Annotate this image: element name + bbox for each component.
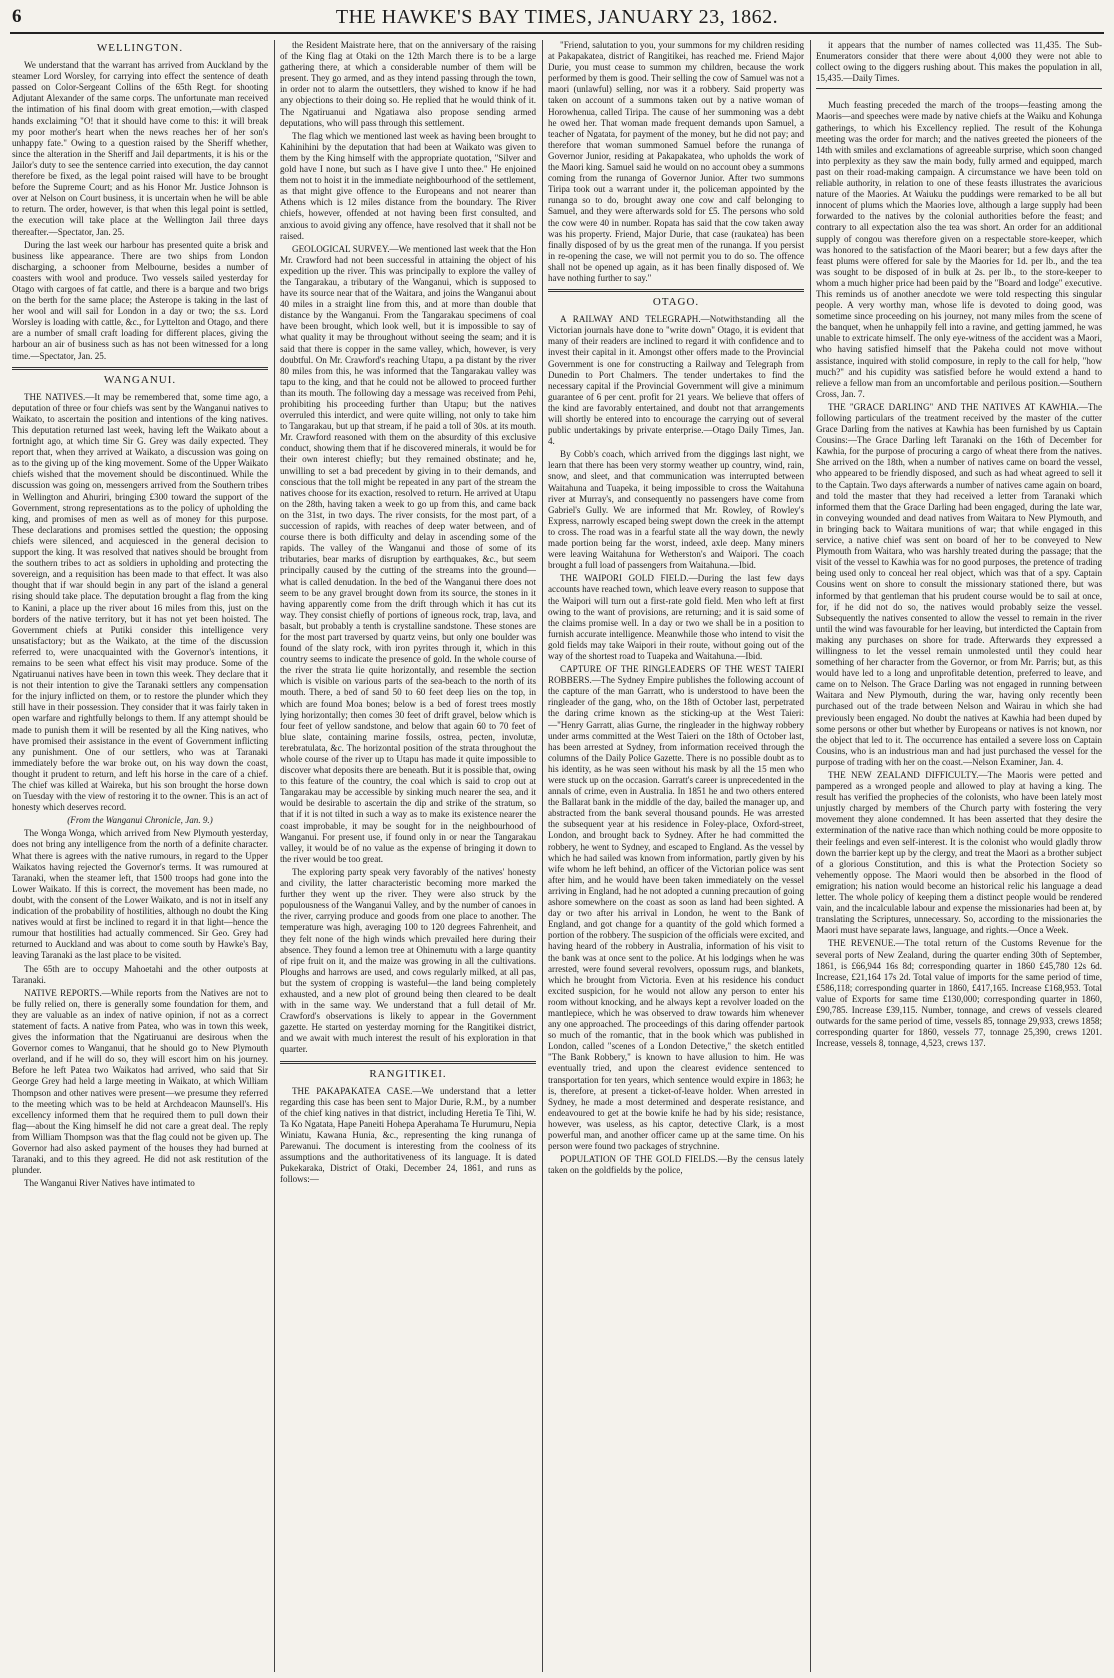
column-4 [816,40,1102,1672]
article-paragraph: CAPTURE OF THE RINGLEADERS OF THE WEST TAIERI ROBBERS.—The Sydney Empire publishes the following account of the capture of the man Garratt, who is understood to have been the ringleader of the gang, who, on the 18th of October last, perpetrated the daring crime known as the sticking-up at the West Taieri:—"Henry Garratt, alias Gurne, the ringleader in the highway robbery under arms committed at the West Taieri on the 18th of October last, has been arrested at Sydney, from information received through the columns of the Daily Police Gazette. There is no possible doubt as to his identity, as he was seen without his mask by all the 15 men who were stuck up on the occasion. Garratt's career is unprecedented in the annals of crime, even in Australia. In 1851 he and two others entered the Ballarat bank in the middle of the day, bailed the manager up, and abstracted from the bank several thousand pounds. He was arrested the subsequent year at his residence in Foley-place, Oxford-street, London, and brought back to Sydney. After he had committed the robbery, he went to Sydney, and escaped to England. As the vessel by which he had sailed was known from information, partly given by his wife whom he left behind, an officer of the Victorian police was sent after him, and he would have been taken immediately on the vessel arriving in England, had he not adopted a cunning precaution of going ashore somewhere on the coast as soon as land had been sighted. A day or two after his arrival in London, he went to the Bank of England, and got change for a quantity of the gold which formed a portion of the robbery. The suspicion of the officials were excited, and having heard of the robbery in Australia, information of his visit to the bank was at once sent to the police. At his lodgings when he was arrested, were found several revolvers, opossum rugs, and blankets, which he brought from Victoria. Even at his residence his conduct excited suspicion, for he would not allow any person to enter his room without knocking, and he always kept a revolver loaded on the mantlepiece, which he was observed to draw towards him whenever any one approached. The proceedings of this daring offender partook so much of the romantic, that in the book which was published in London, called "scenes of a London Detective," the sketch entitled "The Bank Robbery," is known to have allusion to him. He was eventually tried, and upon the clearest evidence sentenced to transportation for ten years, which sentence would expire in 1863; he is, therefore, at present a ticket-of-leave holder. When arrested in Sydney, he made a most determined and desperate resistance, and endeavoured to get at the bowie knife he had by his side; resistance, however, was useless, as his captor, detective Clark, is a most powerful man, and another officer came up at the same time. On his person were found two packages of strychnine. [548,664,804,1152]
article-section [12,40,268,362]
article-paragraph: NATIVE REPORTS.—While reports from the Natives are not to be fully relied on, there is generally some foundation for them, and they are valuable as an index of native opinion, if not as a correct statement of facts. A native from Patea, who was in town this week, gives the information that the Ngatiruanui are desirous when the Governor comes to Wanganui, that he should go to New Plymouth overland, and if he will do so, they will escort him on his journey. Before he left Patea two Waikatos had arrived, who said that Sir George Grey had held a large meeting in Waikato, at which William Thompson and other natives were present—we presume they referred to the meeting which was to be held at Archdeacon Maunsell's. His excellency informed them that he required them to pull down their flag—about the King himself he did not care a great deal. The reply from William Thompson was that the flag could not be given up. The Governor had also asked payment of the houses they had burned at Taranaki, and to this they agreed. He did not ask restitution of the plunder. [12,987,268,1176]
article-section [12,367,268,1190]
article-paragraph: By Cobb's coach, which arrived from the diggings last night, we learn that there has been very stormy weather up country, wind, rain, snow, and sleet, and that communication was interrupted between Waitahuna and Tuapeka, it being impossible to cross the Waitahuna river at Murray's, and consequently no passengers have come from Gabriel's Gully. We are informed that Mr. Rowley, of Rowley's Express, narrowly escaped being swept down the creek in the attempt to cross. The road was in a fearful state all the way down, the newly made portion being far the worst, indeed, axle deep. Many miners were leaving Waitahuna for Wetherston's and Waipori. The coach brought a full load of passengers from Waitahuna.—Ibid. [548,449,804,571]
article-paragraph: During the last week our harbour has presented quite a brisk and business like appearance. There are two ships from London discharging, a schooner from Melbourne, besides a number of coasters with wool and produce. Two vessels sailed yesterday for Otago with cargoes of fat cattle, and there is a barque and two brigs on the berth for the same place; the Asterope is taking in the last of her wool and will sail for London in a day or two; the s.s. Lord Worsley is loading with cattle, &c., for Lyttelton and Otago, and there are a number of small craft loading for different places, giving the harbour an air of business such as has not been witnessed for a long time.—Spectator, Jan. 25. [12,239,268,361]
article-paragraph: The exploring party speak very favorably of the natives' honesty and civility, the latter characteristic becoming more marked the further they went up the river. They were also struck by the populousness of the Wanganui Valley, and by the number of canoes in the river, carrying produce and goods from one place to another. The temperature was high, averaging 100 to 120 degrees Fahrenheit, and they felt none of the high winds which prevailed here during their absence. They found a lemon tree at Ohinemutu with a large quantity of ripe fruit on it, and the maize was growing in all the cultivations. Ploughs and harrows are used, and cows regularly milked, at all pas, but the system of cropping is wasteful—the land being completely exhausted, and a new plot of ground being then cleared to be dealt with in the same way. We understand that a full detail of Mr. Crawford's observations is likely to appear in the Government gazette. He started on yesterday morning for the Rangitikei district, and we await with much interest the result of his exploration in that quarter. [280,866,536,1055]
article-paragraph: The Wanganui River Natives have intimated to [24,1178,195,1189]
article-section [548,40,804,284]
article-section [280,40,536,1056]
masthead-title: THE HAWKE'S BAY TIMES, JANUARY 23, 1862. [335,6,779,28]
article-paragraph: THE NEW ZEALAND DIFFICULTY.—The Maoris were petted and pampered as a wronged people and allowed to play at having a king. The result has verified the prophecies of the colonists, who have been lately most unjustly charged by members of the Church party with fostering the very movement they alone condemned. It has been asserted that they desire the extermination of the native race than which nothing could be more opposite to their feelings and even self-interest. It is the colonist who would gladly throw down the barrier kept up by the clergy, and treat the Maori as a brother subject of a glorious Constitution, and this is what the Protection Society so vehemently oppose. The Maori would then be absorbed in the flood of emigration; his nation would become an historical relic his language a dead letter. The whole policy of keeping them a distinct people would be rendered vain, and the incalculable labour and expense the missionaries had been at, by translating the Scriptures, unnecessary. So, according to the missionaries the Maori must have separate laws, language, and rights.—Once a Week. [816,770,1102,936]
article-paragraph: the Resident Maistrate here, that on the anniversary of the raising of the King flag at Otaki on the 12th March there is to be a large gathering there, at which a considerable number of them will be present. They go armed, and as they intend passing through the town, in order not to alarm the outsettlers, they wished to know if he had any objections to their doing so. He replied that he would think of it. The Ngatiruanui and Ngatiawa also propose sending armed deputations, who will pass through this settlement. [280,40,536,128]
section-heading: OTAGO. [548,289,804,311]
column-1 [12,40,268,1672]
section-heading: WELLINGTON. [96,42,184,54]
article-paragraph: it appears that the number of names collected was 11,435. The Sub-Enumerators consider that there were about 4,000 they were not able to collect owing to the diggers rushing about. This makes the population in all, 15,435.—Daily Times. [816,40,1102,84]
article-paragraph: THE REVENUE.—The total return of the Customs Revenue for the several ports of New Zealand, during the quarter ending 30th of September, 1861, is £66,944 16s 8d; corresponding quarter in 1860 £45,780 12s 6d. Increase, £21,164 17s 2d. Total value of imports for the same period of time, £586,118; corresponding quarter in 1860, £417,165. Increase £168,953. Total value of Exports for same time £130,000; corresponding quarter in 1860, £90,785. Increase £39,115. Number, tonnage, and crews of vessels cleared outwards for the same period of time, vessels 85, tonnage 29,933, crews 1858; corresponding quarter for 1860, vessels 77, tonnage 25,390, crews 1201. Increase, vessels 8, tonnage, 4,523, crews 137. [816,938,1102,1049]
article-paragraph: "Friend, salutation to you, your summons for my children residing at Pakapakatea, district of Rangitikei, has reached me. Friend Major Durie, you must cease to summon my children, because the work performed by them is good. Their selling the cow of Samuel was not a maori (unlawful) selling, nor was it a robbery. Said property was taken on account of a summons taken out by a native woman of Horowhenua, called Tiripa. The cause of her summoning was a debt he owed her. That woman made frequent demands upon Samuel, a teacher of Ngatata, for payment of the money, but he did not pay; and therefore that woman summoned Samuel before the runanga of Governor Junior, residing at Pakapakatea, who upholds the work of the Maori king. Samuel said he would on no account obey a summons coming from the runanga of Governor Junior. After two summons Tiripa took out a warrant under it, the policeman appointed by the runanga so to do, brought away one cow and calf belonging to Samuel, and they were afterwards sold for £5. The persons who sold the cow were 40 in number. Ropata has said that the cow taken away was his property. Friend, Major Durie, that case (raukatea) has been finally disposed of by us the great men of the runanga. If you persist in re-opening the case, we will not permit you to do so. The offence shall not be opened up again, as it has been finally disposed of. We have nothing further to say." [548,40,804,283]
article-section [816,88,1102,1049]
article-section [280,1061,536,1186]
article-paragraph: THE "GRACE DARLING" AND THE NATIVES AT KAWHIA.—The following particulars of the treatment received by the master of the cutter Grace Darling from the natives at Kawhia has been furnished by us Captain Cousins:—The Grace Darling left Taranaki on the 16th of December for Kawhia, for the purpose of procuring a cargo of wheat there from the natives. She arrived on the 18th, when a number of natives came on board the vessel, who appeared to be friendly disposed, and such as had wheat agreed to sell it to the Captain. Two days afterwards a number of natives came again on board, and told the master that they had received a letter from Taranaki which informed them that the Grace Darling had been engaged, during the late war, in conveying wounded and dead natives from Waitara to New Plymouth, and in bringing back to Waitara munitions of war; that while engaged in this service, a native chief was sent on board of her to be conveyed to New Plymouth from Waitara, who was harshly treated during the passage; that the visit of the vessel to Kawhia was for no good purposes, the pretence of trading being used only to conceal her real object, which was that of a spy. Captain Cousins went on shore to consult the missionary stationed there, but was informed by that gentleman that his prudent course would be to sail at once, for, if he did not do so, the natives would probably seize the vessel. Subsequently the natives consented to allow the vessel to remain in the river until the wind was favourable for her leaving, but interdicted the Captain from making any purchases on shore for trade. Afterwards they expressed a willingness to let the vessel remain unmolested until they could hear something of her character from the Governor, or from Mr. Parris; but, as this would have led to a long and unprofitable detention, preferred to leave, and came on to Nelson. The Grace Darling was not engaged in running between Waitara and New Plymouth, during the war, having only recently been purchased out of the trade between Nelson and Wairau in which she had previously been engaged. No doubt the natives at Kawhia had been duped by some persons or other but whether by Europeans or natives is not known, nor the object that led to it. The occurrence has entailed a severe loss on Captain Cousins, who is an industrious man and had just purchased the vessel for the purpose of trading with her on the coast.—Nelson Examiner, Jan. 4. [816,401,1102,767]
column-rule [810,40,811,1672]
source-note: (From the Wanganui Chronicle, Jan. 9.) [67,815,213,826]
article-paragraph: The 65th are to occupy Mahoetahi and the other outposts at Taranaki. [12,963,268,985]
column-rule [274,40,275,1672]
article-paragraph: POPULATION OF THE GOLD FIELDS.—By the census lately taken on the goldfields by the police, [548,1154,804,1176]
section-heading: RANGITIKEI. [280,1061,536,1083]
column-rule [542,40,543,1672]
article-paragraph: THE WAIPORI GOLD FIELD.—During the last few days accounts have reached town, which leave every reason to suppose that the Waipori will turn out a first-rate gold field. Men who left at first owing to the want of provisions, are returning; and it is said some of the claims promise well. In a day or two we shall be in a position to furnish accurate intelligence. Meanwhile those who intend to visit the gold fields may take Waipori in their route, without going out of the way of the shortest road to Tuapeka and Waitahuna.—Ibid. [548,573,804,661]
section-divider [816,88,1102,97]
article-section [548,289,804,1176]
page-number: 6 [12,6,22,27]
article-paragraph: GEOLOGICAL SURVEY.—We mentioned last week that the Hon Mr. Crawford had not been successful in attaining the object of his expedition up the river. This was principally to explore the valley of the Tangarakau, a tributary of the Wanganui, which is supposed to have its source near that of the Waitara, and joins the Wanganui about 40 miles in a straight line from this, and at more than double that distance by the Wanganui. From the Tangarakau specimens of coal have been brought, which look well, but it is impossible to say of what quality it may be throughout without seeing the seam; and it is said that there is copper in the same valley, which, however, is very doubtful. On Mr. Crawford's reaching Utapu, a pa distant by the river 80 miles from this, he was informed that the Tangarakau valley was tapu to the king, and that he could not be allowed to proceed further than its mouth. The following day a message was received from Pehi, prohibiting his proceeding further than Utapu; but the natives overruled this interdict, and were quite willing, not only to take him to Tangarakau, but up that stream, if he paid a toll of 30s. at its mouth. Mr. Crawford reasoned with them on the absurdity of this exclusive conduct, showing them that if he discovered minerals, it would be for their own interest chiefly; but they remained obstinate; and he, unwilling to set a bad precedent by giving in to their demands, and conscious that the toll might be repeated in any part of the stream the natives choose for its exaction, resolved to return. He arrived at Utapu on the 28th, having taken a week to go up from this, and came back on the 31st, in two days. The river consists, for the most part, of a succession of rapids, with reaches of deep water between, and of course there is both difficulty and delay in ascending some of the rapids. The valley of the Wanganui and those of some of its tributaries, bear marks of disruption by earthquakes, &c., but seem principally caused by the cutting of the streams into the ground—what is called denudation. In the bed of the Wanganui there does not seem to be any gravel brought down from its source, the stones in it having apparently come from the drift through which it has cut its way. They consist chiefly of portions of igneous rock, trap, lava, and basalt, but probably a tenth is crystalline sandstone. These stones are for the most part traversed by quartz veins, but only one boulder was found of the slaty rock, with iron pyrites through it, which in this country seems to indicate the presence of gold. In the whole course of the river the strata lie quite horizontally, and resemble the section which is visible on various parts of the sea-beach to the north of its mouth. There, a bed of sand 50 to 60 feet deep lies on the top, in which are found Moa bones; below is a bed of forest trees mostly lying horizontally; then comes 30 feet of drift gravel, below which is four feet of yellow sandstone, and below that again 60 to 70 feet of blue slate, containing marine fossils, ostrea, pecten, involutæ, terebratulata, &c. The horizontal position of the strata throughout the whole course of the river up to Utapu has made it quite impossible to discover what deposits there are beneath. But it is possible that, owing to this feature of the country, the coal which is said to crop out at Tangarakau may be accessible by sinking much nearer the sea, and it would be desirable to ascertain the dip and strike of the stratum, so that if it is not tilted in such a way as to make its existence nearer the coast improbable, it may be sought for in the neighbourhood of Wanganui. For present use, if found only in or near the Tangarakau valley, it would be of no value as the expense of bringing it down to the river would be too great. [280,243,536,864]
article-paragraph: THE NATIVES.—It may be remembered that, some time ago, a deputation of three or four chiefs was sent by the Wanganui natives to Waikato, to ascertain the position and intentions of the king natives. This deputation returned last week, having left the Waikato about a fortnight ago, at which time Sir G. Grey was daily expected. They report that, when they arrived at Waikato, a discussion was going on as to the giving up of the king movement. Some of the Upper Waikato chiefs wished that the movement should be discontinued. While the discussion was going on, messengers arrived from the Southern tribes in Wellington and Ahuriri, bringing £300 toward the support of the Government, strong representations as to the policy of upholding the king, and promises of men as well as of money for this purpose. These declarations and promises settled the question; the opposing chiefs were silenced, and acquiesced in the general decision to support the king. It was resolved that natives should be brought from the southern tribes to act as soldiers in upholding and protecting the sovereign, and a requisition has been made to that effect. It was also thought that if war should begin in any part of the island a general rising should take place. The deputation brought a flag from the king to Kanini, a place up the river about 16 miles from this, just on the borders of the native territory, but it has not yet been hoisted. The Government chiefs at Putiki consider this intelligence very unsatisfactory; but as the Waikato, at the time of the discussion referred to, were unacquainted with the Governor's intentions, it remains to be seen what effect his visit may produce. Some of the Ngatiruanui natives have been in town this week. They declare that it is not their intention to give the Taranaki settlers any compensation for the injury inflicted on them, or to restore the plunder which they still have in their possession. They consider that it was fairly taken in open warfare and rightfully belongs to them. If any attempt should be made to punish them it will be resented by all the King natives, who have promised their assistance in the event of Government inflicting any punishment. One of our settlers, who was at Taranaki immediately before the war broke out, on his way down the coast, thought it prudent to return, and left his horse in the care of a chief. The chief was killed at Waireka, but his son brought the horse down on Tuesday with the view of restoring it to the owner. This is an act of honesty which deserves record. [12,391,268,813]
article-section [816,40,1102,84]
masthead [10,6,1104,34]
article-paragraph: The Wonga Wonga, which arrived from New Plymouth yesterday, does not bring any intelligence from the north of a definite character. What there is agrees with the native rumours, in regard to the Upper Waikatos having rejected the Governor's terms. It was rumoured at Taranaki, when the steamer left, that 1500 troops had gone into the Lower Waikato. If this is correct, the movement has been made, no doubt, with the consent of the Lower Waikato, and is not in itself any indication of the probability of hostilities, although no doubt the King natives would at first be inclined to regard it in that light—hence the rumour that hostilities had actually commenced. Sir Geo. Grey had returned to Auckland and was about to come south by Hawke's Bay, leaving Taranaki as the last place to be visited. [12,828,268,961]
article-paragraph: Much feasting preceded the march of the troops—feasting among the Maoris—and speeches were made by native chiefs at the Waiku and Kohunga gatherings, to which his Excellency replied. The result of the Kohunga meeting was the order for march; and the natives greeted the pioneers of the 14th with smiles and exclamations of agreeable surprise, which soon changed into perplexity as they saw the main body, fully armed and equipped, march past on their road-making campaign. A circumstance we have been told on reliable authority, in relation to one of these feasts illustrates the avaricious nature of the Maories. At Waiuku the puddings were remarked to be all but innocent of plums which the Maories love, although a large supply had been forwarded to the natives by the colonial authorities before the feast; and contrary to all expectation also the tea was short. An order for an additional supply of congou was therefore given on a respectable store-keeper, which was honored to the satisfaction of the Maori bearer; but a few days after the feast plums were offered for sale by the Maories for 1d. per lb., and the tea was sought to be disposed of in bulk at 2s. per lb., to the store-keeper to whom a much higher price had been paid by the "Board and lodge" executive. This reminds us of another anecdote we were told respecting this singular people. A very worthy man, whose life is devoted to doing good, was sometime since proceeding on his journey, not many miles from the scene of the banquet, when he unhappily fell into a ravine, and getting jammed, he was unable to extricate himself. The only eye-witness of the accident was a Maori, who having satisfied himself that the Pakeha could not move without assistance, inquired with stolid composure, in reply to the call for help, "how much?" and his cupidity was satisfied before he would extend a hand to relieve a fellow man from an uncomfortable and perilous position.—Southern Cross, Jan. 7. [816,100,1102,399]
article-paragraph: The flag which we mentioned last week as having been brought to Kahinihini by the deputation that had been at Waikato was given to them by the King himself with the appropriate quotation, "Silver and gold have I none, but such as I have give I unto thee." He enjoined them not to hoist it in the immediate neighbourhood of the settlement, as that might give offence to the Europeans and not nearer than Athens which is 12 miles distance from the boundary. The River chiefs, however, offended at not having been first consulted, and anxious to avoid giving any offence, have resolved that it shall not be raised. [280,130,536,241]
column-2 [280,40,536,1672]
article-paragraph: We understand that the warrant has arrived from Auckland by the steamer Lord Worsley, for carrying into effect the sentence of death passed on Color-Sergeant Collins of the 65th Regt. for shooting Adjutant Alexander of the same corps. The unfortunate man received the intimation of his final doom with great emotion,—with clasped hands exclaiming "O! that it should have come to this: it will break my poor mother's heart when the news reaches her of her son's unhappy fate." Owing to a question raised by the Sheriff whether, since the alteration in the Sheriff and Jail departments, it is his or the Jailor's duty to see the sentence carried into execution, the day cannot therefore be fixed, as the legal point raised will have to be brought before the Supreme Court; and as his Honor Mr. Justice Johnson is over at Nelson on Court business, it is uncertain when he will be able to return. The order, however, is that when this legal point is settled, the execution will take place at the Wellington Jail three days thereafter.—Spectator, Jan. 25. [12,60,268,237]
column-3 [548,40,804,1672]
section-heading: WANGANUI. [12,367,268,389]
article-paragraph: THE PAKAPAKATEA CASE.—We understand that a letter regarding this case has been sent to Major Durie, R.M., by a number of the chief king natives in that district, including Heretia Te Tihi, W. Ta Ko Ngatata, Hape Paneiti Hohepa Aperahama Te Hurumuru, Nepia Winiatu, Kawana Hunia, &c., representing the king runanga of Parewanui. The document is interesting from the coolness of its assumptions and the authoritativeness of its language. It is dated Pukekaraka, District of Otaki, December 24, 1861, and runs as follows:— [280,1085,536,1185]
article-paragraph: A RAILWAY AND TELEGRAPH.—Notwithstanding all the Victorian journals have done to "write down" Otago, it is evident that many of their readers are inclined to regard it with confidence and to invest their capital in it. Amongst other offers made to the Provincial Government is one for constructing a Railway and Telegraph from Dunedin to Port Chalmers. The tender undertakes to find the necessary capital if the Provincial Government will give a minimum guarantee of 6 per cent. profit for 21 years. We believe that offers of the kind are favorably entertained, and doubt not that arrangements will shortly be entered into to encourage the carrying out of several public undertakings by private enterprise.—Otago Daily Times, Jan. 4. [548,314,804,447]
